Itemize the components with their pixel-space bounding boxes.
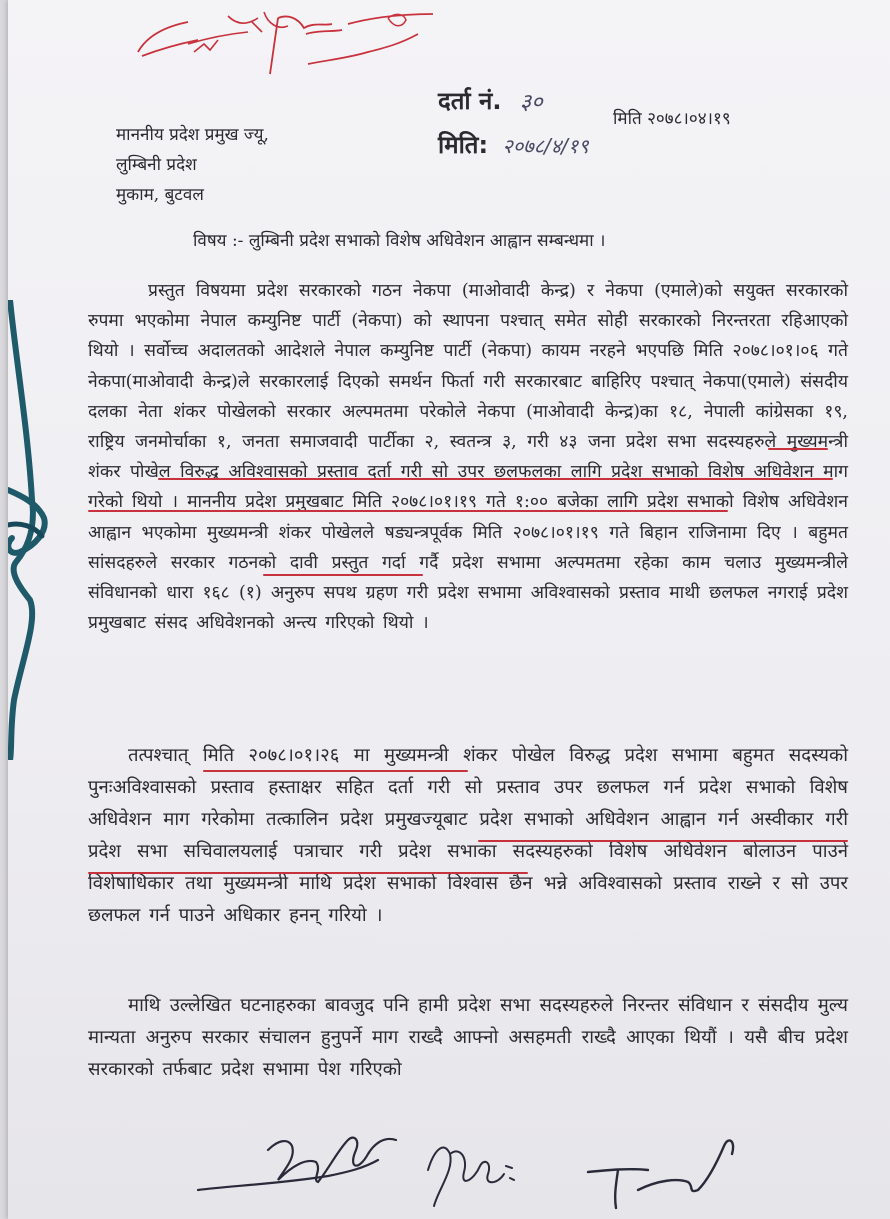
letter-date: मिति २०७८।०४।१९: [613, 109, 731, 129]
registration-number-value: ३०: [519, 90, 543, 115]
registration-date-value: २०७८/४/१९: [502, 134, 589, 158]
red-underline: [768, 448, 828, 450]
registration-date-label: मिति:: [438, 131, 489, 159]
paragraph-1: प्रस्तुत विषयमा प्रदेश सरकारको गठन नेकपा (माओवादी केन्द्र) र नेकपा (एमाले)को सयुक्त सरकारको रुपमा भएकोमा नेपाल कम्युनिष्ट पार्टी (नेकपा) को स्थापना पश्चात् समेत सोही सरकारको निरन्तरता रहिआएको थियो । सर्वोच्च अदालतको आदेशले नेपाल कम्युनिष्ट पार्टी (नेकपा) कायम नरहने भएपछि मिति २०७८।०१।०६ गते नेकपा(माओवादी केन्द्र)ले सरकारलाई दिएको समर्थन फिर्ता गरी सरकारबाट बाहिरिए पश्चात् नेकपा(एमाले) संसदीय दलका नेता शंकर पोखेलको सरकार अल्पमतमा परेकोले नेकपा (माओवादी केन्द्र)का १८, नेपाली कांग्रेसका १९, राष्ट्रिय जनमोर्चाका १, जनता समाजवादी पार्टीका २, स्वतन्त्र ३, गरी ४३ जना प्रदेश सभा सदस्यहरुले मुख्यमन्त्री शंकर पोखेल विरुद्ध अविश्वासको प्रस्ताव दर्ता गरी सो उपर छलफलका लागि प्रदेश सभाको विशेष अधिवेशन माग गरेको थियो । माननीय प्रदेश प्रमुखबाट मिति २०७८।०१।१९ गते १:०० बजेका लागि प्रदेश सभाको विशेष अधिवेशन आह्वान भएकोमा मुख्यमन्त्री शंकर पोखेलले षड्यन्त्रपूर्वक मिति २०७८।०१।१९ गते बिहान राजिनामा दिए । बहुमत सांसदहरुले सरकार गठनको दावी प्रस्तुत गर्दा गर्दै प्रदेश सभामा अल्पमतमा रहेका काम चलाउ मुख्यमन्त्रीले संविधानको धारा १६८ (१) अनुरुप सपथ ग्रहण गरी प्रदेश सभामा अविश्वासको प्रस्ताव माथी छलफल नगराई प्रदेश प्रमुखबाट संसद अधिवेशनको अन्त्य गरिएको थियो ।: [88, 281, 848, 634]
red-underline: [203, 770, 468, 772]
binding-string: [8, 300, 48, 760]
registration-number: [438, 84, 543, 117]
signature-2: [428, 1147, 514, 1206]
address-line-2: लुम्बिनी प्रदेश: [116, 155, 197, 175]
paragraph-3: माथि उल्लेखित घटनाहरुका बावजुद पनि हामी प्रदेश सभा सदस्यहरुले निरन्तर संविधान र संसदीय मुल्य मान्यता अनुरुप सरकार संचालन हुनुपर्ने माग राख्दै आफ्नो असहमती राख्दै आएका थियौं । यसै बीच प्रदेश सरकारको तर्फबाट प्रदेश सभामा पेश गरिएको: [88, 995, 848, 1080]
paragraph-2: तत्पश्चात् मिति २०७८।०१।२६ मा मुख्यमन्त्री शंकर पोखेल विरुद्ध प्रदेश सभामा बहुमत सदस्यको पुनःअविश्वासको प्रस्ताव हस्ताक्षर सहित दर्ता गरी सो प्रस्ताव उपर छलफल गर्न प्रदेश सभाको विशेष अधिवेशन माग गरेकोमा तत्कालिन प्रदेश प्रमुखज्यूबाट प्रदेश सभाको अधिवेशन आह्वान गर्न अस्वीकार गरी प्रदेश सभा सचिवालयलाई पत्राचार गरी प्रदेश सभाका सदस्यहरुको विशेष अधिवेशन बोलाउन पाउने विशेषाधिकार तथा मुख्यमन्त्री माथि प्रदेश सभाको विश्वास छैन भन्ने अविश्वासको प्रस्ताव राख्ने र सो उपर छलफल गर्न पाउने अधिकार हनन् गरियो ।: [88, 745, 848, 926]
signatures: [188, 1110, 748, 1215]
address-line-1: माननीय प्रदेश प्रमुख ज्यू,: [116, 125, 269, 145]
red-underline: [158, 478, 833, 480]
document-page: [8, 0, 890, 1219]
registration-date: [438, 128, 589, 161]
red-underline: [88, 510, 728, 512]
signature-3: [588, 1140, 733, 1208]
subject-line: विषय :- लुम्बिनी प्रदेश सभाको विशेष अधिवेशन आह्वान सम्बन्धमा ।: [193, 231, 606, 251]
signature-1: [198, 1138, 396, 1190]
red-underline: [263, 574, 423, 576]
registration-number-label: दर्ता नं.: [438, 87, 502, 115]
recipient-address: [116, 120, 269, 210]
red-underline: [478, 840, 848, 842]
red-underline: [88, 872, 528, 874]
address-line-3: मुकाम, बुटवल: [116, 185, 204, 205]
handwritten-receipt-stamp: [128, 4, 458, 94]
